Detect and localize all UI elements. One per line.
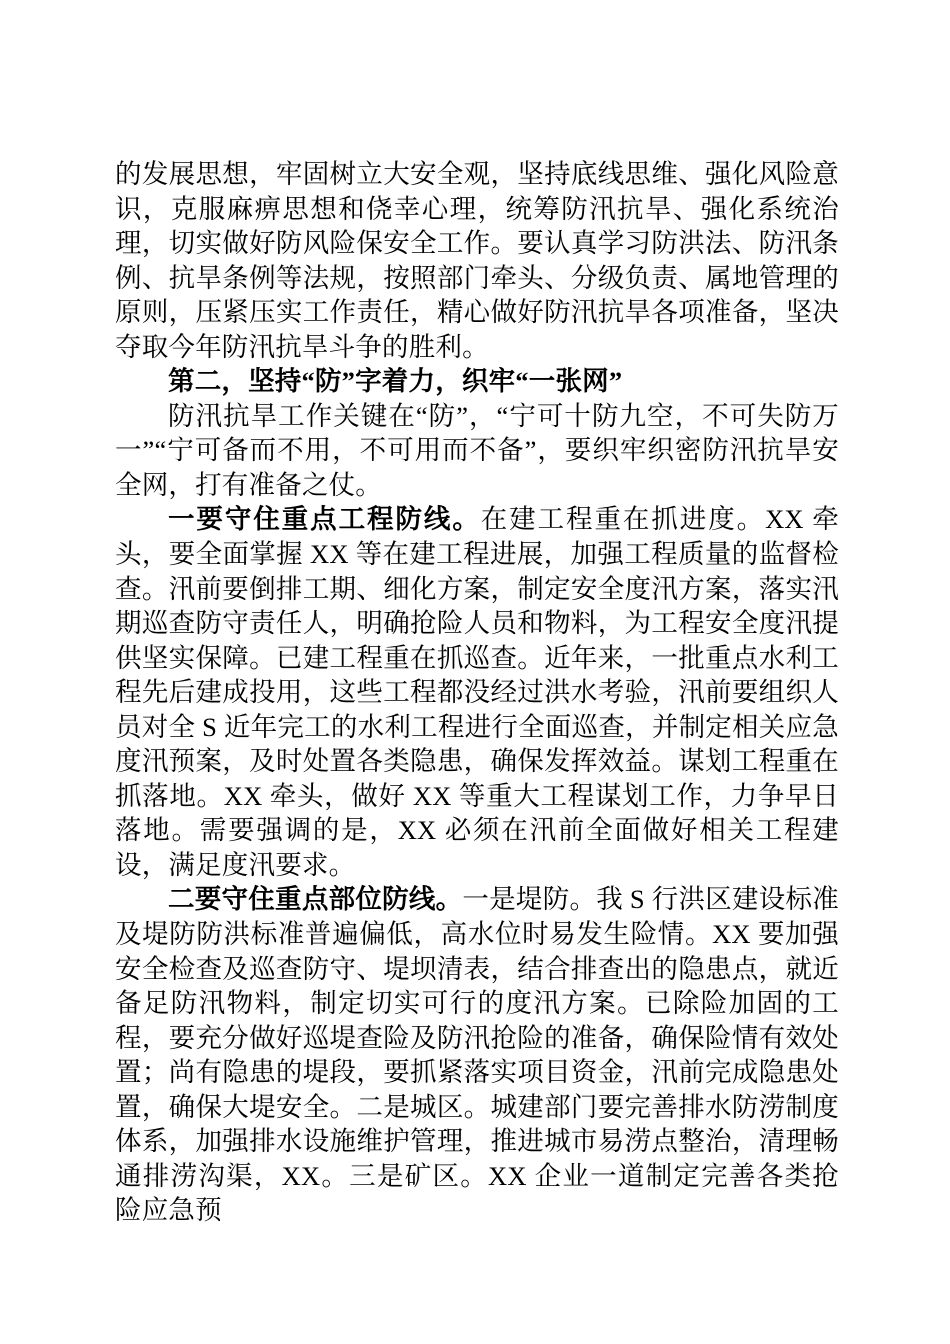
paragraph-key-locations xyxy=(115,882,839,1227)
section-heading-2 xyxy=(115,364,839,399)
text-run: 在建工程重在抓进度。XX 牵头，要全面掌握 XX 等在建工程进展，加强工程质量的监督检查。汛前要倒排工期、细化方案，制定安全度汛方案，落实汛期巡查防守责任人，明确抢险人员和物料，为工程安全度汛提供坚实保障。已建工程重在抓巡查。近年来，一批重点水利工程先后建成投用，这些工程都没经过洪水考验，汛前要组织人员对全 S 近年完工的水利工程进行全面巡查，并制定相关应急度汛预案，及时处置各类隐患，确保发挥效益。谋划工程重在抓落地。XX 牵头，做好 XX 等重大工程谋划工作，力争早日落地。需要强调的是，XX 必须在汛前全面做好相关工程建设，满足度汛要求。 xyxy=(115,504,839,880)
bold-text-run: 第二，坚持“防”字着力，织牢“一张网” xyxy=(168,366,623,397)
document-content xyxy=(115,157,839,1228)
text-run: 一是堤防。我 S 行洪区建设标准及堤防防洪标准普遍偏低，高水位时易发生险情。XX 要加强安全检查及巡查防守、堤坝清表，结合排查出的隐患点，就近备足防汛物料，制定切实可行的度汛方案。已除险加固的工程，要充分做好巡堤查险及防汛抢险的准备，确保险情有效处置；尚有隐患的堤段，要抓紧落实项目资金，汛前完成隐患处置，确保大堤安全。二是城区。城建部门要完善排水防涝制度体系，加强排水设施维护管理，推进城市易涝点整治，清理畅通排涝沟渠，XX。三是矿区。XX 企业一道制定完善各类抢险应急预 xyxy=(115,884,839,1226)
text-run: 的发展思想，牢固树立大安全观，坚持底线思维、强化风险意识，克服麻痹思想和侥幸心理，统筹防汛抗旱、强化系统治理，切实做好防风险保安全工作。要认真学习防洪法、防汛条例、抗旱条例等法规，按照部门牵头、分级负责、属地管理的原则，压紧压实工作责任，精心做好防汛抗旱各项准备，坚决夺取今年防汛抗旱斗争的胜利。 xyxy=(115,159,839,362)
bold-text-run: 二要守住重点部位防线。 xyxy=(168,884,463,915)
bold-text-run: 一要守住重点工程防线。 xyxy=(168,504,481,535)
paragraph-continuation xyxy=(115,157,839,364)
paragraph-key-projects xyxy=(115,502,839,882)
text-run: 防汛抗旱工作关键在“防”，“宁可十防九空，不可失防万一”“宁可备而不用，不可用而不备”，要织牢织密防汛抗旱安全网，打有准备之仗。 xyxy=(115,400,839,500)
paragraph-intro-fang xyxy=(115,399,839,503)
